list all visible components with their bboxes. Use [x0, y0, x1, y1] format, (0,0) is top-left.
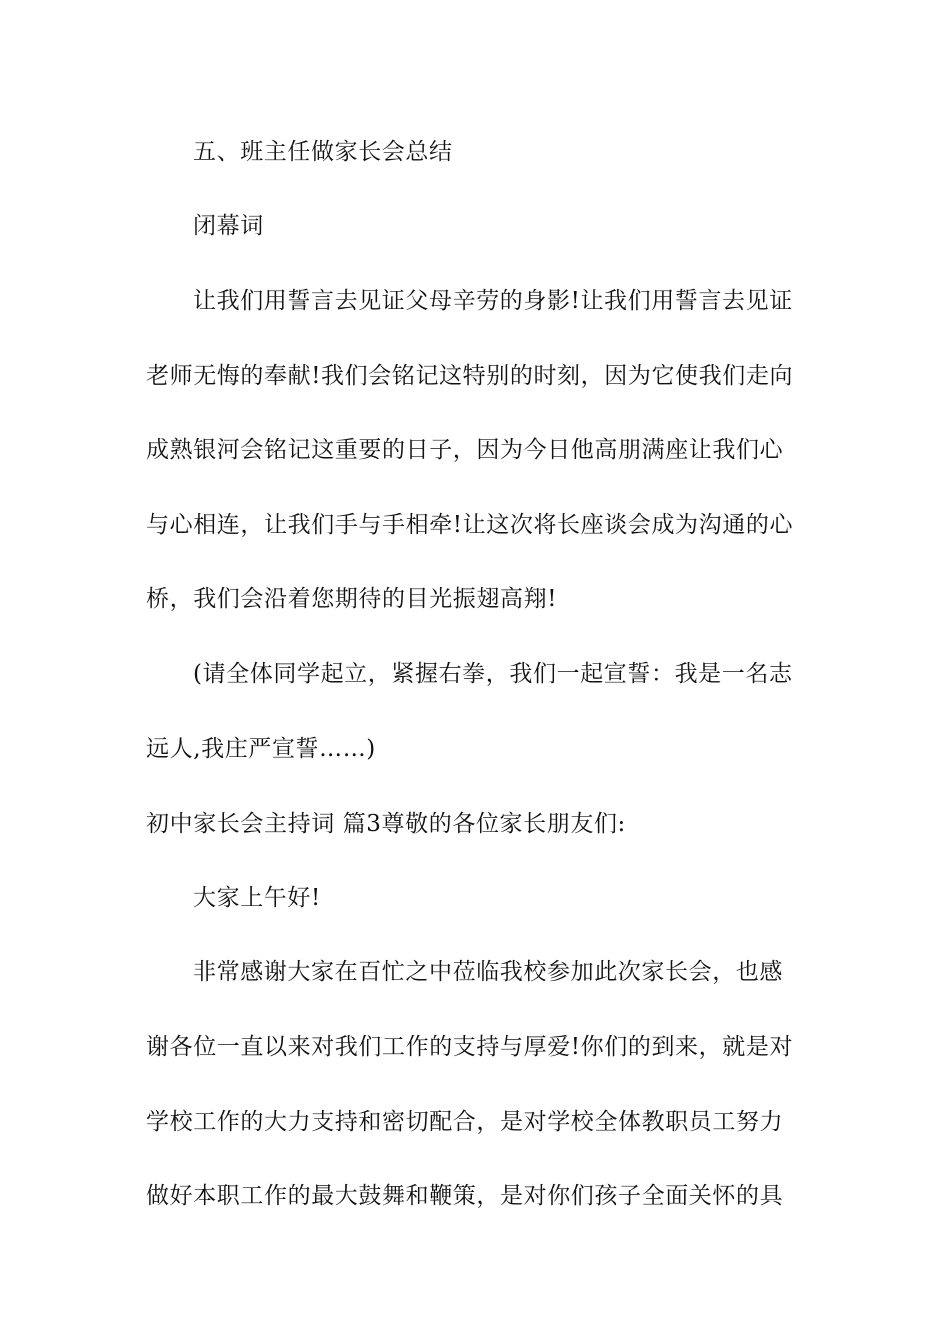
section-heading: 五、班主任做家长会总结: [193, 139, 453, 165]
paragraph-line: 谢各位一直以来对我们工作的支持与厚爱!你们的到来，就是对: [146, 1034, 794, 1060]
paragraph-line: 老师无悔的奉献!我们会铭记这特别的时刻，因为它使我们走向: [146, 363, 794, 389]
paragraph-line: 学校工作的大力支持和密切配合，是对学校全体教职员工努力: [146, 1109, 784, 1135]
paragraph-line: 让我们用誓言去见证父母辛劳的身影!让我们用誓言去见证: [193, 288, 793, 314]
paragraph-line: 桥，我们会沿着您期待的目光振翅高翔!: [146, 586, 558, 612]
paragraph-line: 与心相连，让我们手与手相牵!让这次将长座谈会成为沟通的心: [146, 512, 794, 538]
paragraph-line: 非常感谢大家在百忙之中莅临我校参加此次家长会，也感: [193, 959, 783, 985]
paragraph-line: 做好本职工作的最大鼓舞和鞭策，是对你们孩子全面关怀的具: [146, 1183, 784, 1209]
subheading-closing-remarks: 闭幕词: [193, 213, 264, 239]
greeting-line: 大家上午好!: [193, 885, 321, 911]
paragraph-line: 远人,我庄严宣誓……): [146, 736, 376, 762]
paragraph-line: 成熟银河会铭记这重要的日子，因为今日他高朋满座让我们心: [146, 437, 784, 463]
paragraph-line: (请全体同学起立，紧握右拳，我们一起宣誓：我是一名志: [193, 661, 793, 687]
section-title-line: 初中家长会主持词 篇3尊敬的各位家长朋友们:: [146, 811, 626, 837]
